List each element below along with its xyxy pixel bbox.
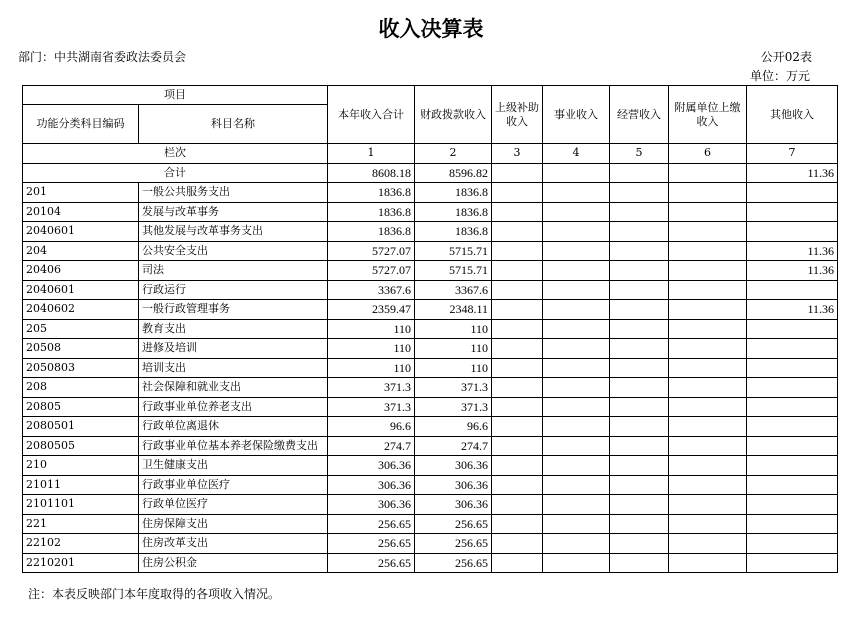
name-cell: 司法 xyxy=(139,261,328,281)
other-income-cell xyxy=(747,534,838,554)
name-cell: 住房保障支出 xyxy=(139,514,328,534)
table-row xyxy=(23,222,838,242)
column-index-5: 5 xyxy=(610,144,669,164)
total-income-cell: 3367.6 xyxy=(328,280,415,300)
table-row xyxy=(23,339,838,359)
fiscal-cell: 371.3 xyxy=(415,378,492,398)
empty-cell xyxy=(669,339,747,359)
empty-cell xyxy=(492,241,543,261)
total-income-cell: 110 xyxy=(328,358,415,378)
empty-cell xyxy=(492,397,543,417)
code-cell: 2040601 xyxy=(23,280,139,300)
other-income-cell xyxy=(747,456,838,476)
empty-cell xyxy=(610,358,669,378)
name-cell: 社会保障和就业支出 xyxy=(139,378,328,398)
empty-cell xyxy=(610,436,669,456)
fiscal-cell: 306.36 xyxy=(415,456,492,476)
empty-cell xyxy=(610,280,669,300)
empty-cell xyxy=(610,319,669,339)
code-cell: 210 xyxy=(23,456,139,476)
empty-cell xyxy=(669,222,747,242)
empty-cell xyxy=(543,495,610,515)
code-cell: 201 xyxy=(23,183,139,203)
empty-cell xyxy=(610,183,669,203)
empty-cell xyxy=(492,534,543,554)
fiscal-cell: 3367.6 xyxy=(415,280,492,300)
total-income-cell: 274.7 xyxy=(328,436,415,456)
total-income-cell: 2359.47 xyxy=(328,300,415,320)
empty-cell xyxy=(669,183,747,203)
empty-cell xyxy=(543,261,610,281)
empty-cell xyxy=(492,514,543,534)
code-cell: 20104 xyxy=(23,202,139,222)
empty-cell xyxy=(610,339,669,359)
other-income-cell xyxy=(747,222,838,242)
empty-cell xyxy=(669,378,747,398)
code-cell: 2101101 xyxy=(23,495,139,515)
empty-cell xyxy=(543,514,610,534)
fiscal-cell: 110 xyxy=(415,339,492,359)
empty-cell xyxy=(492,475,543,495)
empty-cell xyxy=(669,495,747,515)
empty-cell xyxy=(610,163,669,183)
footnote: 注：本表反映部门本年度取得的各项收入情况。 xyxy=(28,587,281,601)
fiscal-cell: 306.36 xyxy=(415,495,492,515)
empty-cell xyxy=(543,436,610,456)
code-cell: 2040602 xyxy=(23,300,139,320)
empty-cell xyxy=(669,358,747,378)
other-income-cell xyxy=(747,495,838,515)
empty-cell xyxy=(543,319,610,339)
empty-cell xyxy=(543,280,610,300)
header-subject-name: 科目名称 xyxy=(139,105,328,144)
total-income-cell: 110 xyxy=(328,319,415,339)
fiscal-cell: 256.65 xyxy=(415,514,492,534)
empty-cell xyxy=(669,417,747,437)
table-row xyxy=(23,534,838,554)
unit-label: 单位：万元 xyxy=(749,69,810,83)
code-cell: 2080505 xyxy=(23,436,139,456)
code-cell: 2050803 xyxy=(23,358,139,378)
fiscal-cell: 96.6 xyxy=(415,417,492,437)
total-row xyxy=(23,163,838,183)
empty-cell xyxy=(669,261,747,281)
table-row xyxy=(23,456,838,476)
total-income-cell: 1836.8 xyxy=(328,183,415,203)
total-income-cell: 306.36 xyxy=(328,495,415,515)
code-cell: 21011 xyxy=(23,475,139,495)
total-fiscal-cell: 8596.82 xyxy=(415,163,492,183)
table-row xyxy=(23,378,838,398)
header-operating: 经营收入 xyxy=(610,86,669,144)
table-row xyxy=(23,495,838,515)
empty-cell xyxy=(492,222,543,242)
table-row xyxy=(23,417,838,437)
name-cell: 发展与改革事务 xyxy=(139,202,328,222)
name-cell: 行政运行 xyxy=(139,280,328,300)
empty-cell xyxy=(543,456,610,476)
empty-cell xyxy=(492,436,543,456)
total-income-cell: 8608.18 xyxy=(328,163,415,183)
empty-cell xyxy=(492,163,543,183)
header-superior-subsidy: 上级补助收入 xyxy=(492,86,543,144)
empty-cell xyxy=(610,495,669,515)
fiscal-cell: 256.65 xyxy=(415,553,492,573)
fiscal-cell: 274.7 xyxy=(415,436,492,456)
name-cell: 行政单位离退休 xyxy=(139,417,328,437)
empty-cell xyxy=(543,417,610,437)
empty-cell xyxy=(610,261,669,281)
other-income-cell: 11.36 xyxy=(747,300,838,320)
total-income-cell: 256.65 xyxy=(328,534,415,554)
name-cell: 教育支出 xyxy=(139,319,328,339)
other-income-cell: 11.36 xyxy=(747,261,838,281)
other-income-cell xyxy=(747,280,838,300)
fiscal-cell: 256.65 xyxy=(415,534,492,554)
header-total-income: 本年收入合计 xyxy=(328,86,415,144)
code-cell: 20805 xyxy=(23,397,139,417)
name-cell: 进修及培训 xyxy=(139,339,328,359)
code-cell: 2210201 xyxy=(23,553,139,573)
column-index-4: 4 xyxy=(543,144,610,164)
name-cell: 卫生健康支出 xyxy=(139,456,328,476)
header-fiscal: 财政拨款收入 xyxy=(415,86,492,144)
empty-cell xyxy=(669,456,747,476)
empty-cell xyxy=(610,475,669,495)
code-cell: 204 xyxy=(23,241,139,261)
total-income-cell: 110 xyxy=(328,339,415,359)
empty-cell xyxy=(543,222,610,242)
total-income-cell: 256.65 xyxy=(328,514,415,534)
code-cell: 208 xyxy=(23,378,139,398)
fiscal-cell: 1836.8 xyxy=(415,202,492,222)
other-income-cell xyxy=(747,378,838,398)
empty-cell xyxy=(610,378,669,398)
fiscal-cell: 110 xyxy=(415,319,492,339)
empty-cell xyxy=(610,397,669,417)
code-cell: 221 xyxy=(23,514,139,534)
empty-cell xyxy=(669,241,747,261)
table-row xyxy=(23,514,838,534)
empty-cell xyxy=(669,300,747,320)
name-cell: 行政事业单位基本养老保险缴费支出 xyxy=(139,436,328,456)
fiscal-cell: 2348.11 xyxy=(415,300,492,320)
empty-cell xyxy=(543,241,610,261)
header-affiliated: 附属单位上缴收入 xyxy=(669,86,747,144)
total-income-cell: 306.36 xyxy=(328,475,415,495)
total-income-cell: 5727.07 xyxy=(328,261,415,281)
empty-cell xyxy=(610,514,669,534)
table-row xyxy=(23,300,838,320)
other-income-cell xyxy=(747,436,838,456)
empty-cell xyxy=(543,378,610,398)
total-income-cell: 306.36 xyxy=(328,456,415,476)
fiscal-cell: 5715.71 xyxy=(415,261,492,281)
table-row xyxy=(23,319,838,339)
table-row xyxy=(23,241,838,261)
empty-cell xyxy=(492,378,543,398)
total-other-cell: 11.36 xyxy=(747,163,838,183)
empty-cell xyxy=(543,202,610,222)
fiscal-cell: 110 xyxy=(415,358,492,378)
table-row xyxy=(23,436,838,456)
code-cell: 205 xyxy=(23,319,139,339)
column-index-7: 7 xyxy=(747,144,838,164)
total-income-cell: 256.65 xyxy=(328,553,415,573)
empty-cell xyxy=(543,553,610,573)
table-row xyxy=(23,280,838,300)
empty-cell xyxy=(492,319,543,339)
empty-cell xyxy=(610,534,669,554)
header-item: 项目 xyxy=(23,86,328,105)
name-cell: 行政事业单位医疗 xyxy=(139,475,328,495)
empty-cell xyxy=(492,300,543,320)
empty-cell xyxy=(610,417,669,437)
empty-cell xyxy=(543,163,610,183)
header-business: 事业收入 xyxy=(543,86,610,144)
fiscal-cell: 1836.8 xyxy=(415,222,492,242)
empty-cell xyxy=(669,163,747,183)
income-table xyxy=(22,85,838,573)
table-row xyxy=(23,475,838,495)
column-index-1: 1 xyxy=(328,144,415,164)
name-cell: 住房公积金 xyxy=(139,553,328,573)
other-income-cell xyxy=(747,553,838,573)
empty-cell xyxy=(543,183,610,203)
empty-cell xyxy=(669,202,747,222)
other-income-cell: 11.36 xyxy=(747,241,838,261)
empty-cell xyxy=(492,553,543,573)
name-cell: 一般行政管理事务 xyxy=(139,300,328,320)
table-code: 公开02表 xyxy=(760,50,812,64)
empty-cell xyxy=(492,495,543,515)
total-income-cell: 5727.07 xyxy=(328,241,415,261)
code-cell: 20508 xyxy=(23,339,139,359)
department-label: 部门：中共湖南省委政法委员会 xyxy=(18,50,187,64)
empty-cell xyxy=(610,456,669,476)
fiscal-cell: 1836.8 xyxy=(415,183,492,203)
table-row xyxy=(23,358,838,378)
table-row xyxy=(23,397,838,417)
table-row xyxy=(23,261,838,281)
fiscal-cell: 5715.71 xyxy=(415,241,492,261)
other-income-cell xyxy=(747,397,838,417)
empty-cell xyxy=(669,514,747,534)
empty-cell xyxy=(492,456,543,476)
table-row xyxy=(23,553,838,573)
total-label: 合计 xyxy=(23,163,328,183)
name-cell: 培训支出 xyxy=(139,358,328,378)
page-title: 收入决算表 xyxy=(378,17,484,41)
empty-cell xyxy=(669,475,747,495)
column-index-6: 6 xyxy=(669,144,747,164)
other-income-cell xyxy=(747,183,838,203)
code-cell: 2040601 xyxy=(23,222,139,242)
empty-cell xyxy=(492,417,543,437)
code-cell: 20406 xyxy=(23,261,139,281)
other-income-cell xyxy=(747,417,838,437)
total-income-cell: 1836.8 xyxy=(328,202,415,222)
code-cell: 22102 xyxy=(23,534,139,554)
header-other: 其他收入 xyxy=(747,86,838,144)
empty-cell xyxy=(543,475,610,495)
empty-cell xyxy=(669,397,747,417)
empty-cell xyxy=(669,436,747,456)
empty-cell xyxy=(669,534,747,554)
empty-cell xyxy=(610,300,669,320)
fiscal-cell: 371.3 xyxy=(415,397,492,417)
name-cell: 其他发展与改革事务支出 xyxy=(139,222,328,242)
empty-cell xyxy=(492,339,543,359)
code-cell: 2080501 xyxy=(23,417,139,437)
empty-cell xyxy=(543,534,610,554)
name-cell: 行政事业单位养老支出 xyxy=(139,397,328,417)
other-income-cell xyxy=(747,202,838,222)
empty-cell xyxy=(610,222,669,242)
empty-cell xyxy=(492,280,543,300)
empty-cell xyxy=(610,241,669,261)
column-index-3: 3 xyxy=(492,144,543,164)
other-income-cell xyxy=(747,514,838,534)
empty-cell xyxy=(610,553,669,573)
header-func-code: 功能分类科目编码 xyxy=(23,105,139,144)
name-cell: 行政单位医疗 xyxy=(139,495,328,515)
table-row xyxy=(23,183,838,203)
total-income-cell: 1836.8 xyxy=(328,222,415,242)
total-income-cell: 371.3 xyxy=(328,397,415,417)
total-income-cell: 96.6 xyxy=(328,417,415,437)
empty-cell xyxy=(610,202,669,222)
empty-cell xyxy=(543,339,610,359)
column-index-2: 2 xyxy=(415,144,492,164)
other-income-cell xyxy=(747,358,838,378)
empty-cell xyxy=(669,319,747,339)
other-income-cell xyxy=(747,339,838,359)
table-row xyxy=(23,202,838,222)
name-cell: 住房改革支出 xyxy=(139,534,328,554)
empty-cell xyxy=(492,202,543,222)
empty-cell xyxy=(669,280,747,300)
empty-cell xyxy=(492,183,543,203)
empty-cell xyxy=(492,358,543,378)
empty-cell xyxy=(543,397,610,417)
other-income-cell xyxy=(747,319,838,339)
name-cell: 公共安全支出 xyxy=(139,241,328,261)
empty-cell xyxy=(543,300,610,320)
empty-cell xyxy=(492,261,543,281)
fiscal-cell: 306.36 xyxy=(415,475,492,495)
total-income-cell: 371.3 xyxy=(328,378,415,398)
column-index-label: 栏次 xyxy=(23,144,328,164)
other-income-cell xyxy=(747,475,838,495)
empty-cell xyxy=(669,553,747,573)
name-cell: 一般公共服务支出 xyxy=(139,183,328,203)
empty-cell xyxy=(543,358,610,378)
